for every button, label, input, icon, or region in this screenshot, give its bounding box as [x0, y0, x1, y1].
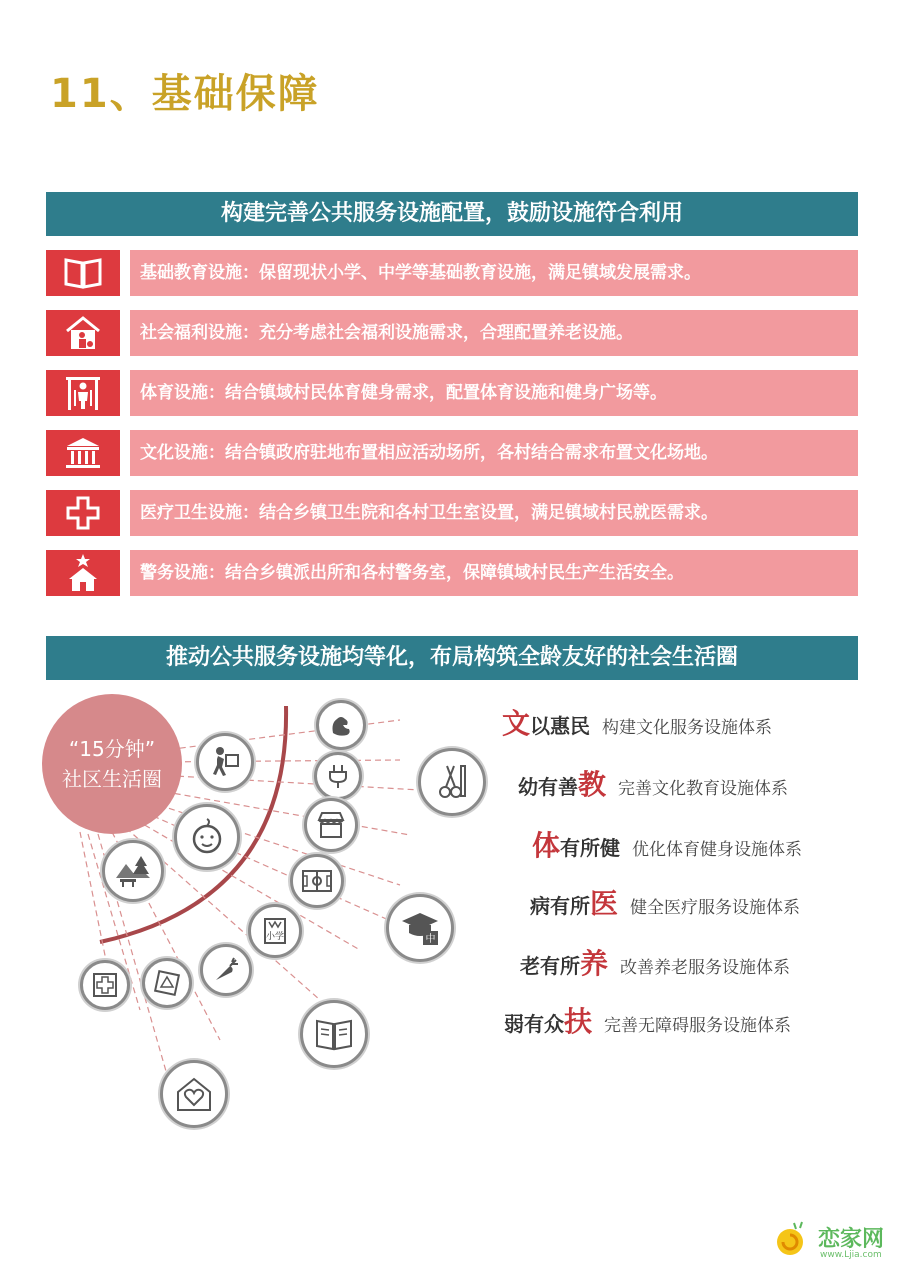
slogan-keyword: 养	[580, 947, 609, 980]
facility-text: 体育设施：结合镇域村民体育健身需求，配置体育设施和健身广场等。	[130, 370, 858, 416]
facility-text: 基础教育设施：保留现状小学、中学等基础教育设施，满足镇域发展需求。	[130, 250, 858, 296]
park-tree-icon	[102, 840, 164, 902]
football-field-icon	[290, 854, 344, 908]
circle-line1: “15分钟”	[68, 737, 156, 761]
slogan-desc: 健全医疗服务设施体系	[630, 898, 801, 918]
facility-row-medical	[46, 490, 858, 536]
circle-line2: 社区生活圈	[62, 767, 162, 791]
slogan-keyword: 扶	[564, 1005, 593, 1038]
slogan-desc: 完善无障碍服务设施体系	[604, 1016, 792, 1036]
facility-row-education	[46, 250, 858, 296]
graduation-cap-icon	[386, 894, 454, 962]
slogan-sports	[532, 824, 900, 864]
heart-home-icon	[160, 1060, 228, 1128]
slogan-disabled	[504, 1000, 884, 1040]
section2-header: 推动公共服务设施均等化，布局构筑全龄友好的社会生活圈	[46, 636, 858, 680]
sports-icon	[46, 370, 120, 416]
facility-text: 警务设施：结合乡镇派出所和各村警务室，保障镇域村民生产生活安全。	[130, 550, 858, 596]
slogan-keyword: 体	[532, 829, 561, 862]
baby-face-icon	[174, 804, 240, 870]
slogan-prefix: 弱有众	[504, 1012, 564, 1036]
fifteen-minute-circle	[42, 694, 182, 834]
slogan-desc: 完善文化教育设施体系	[618, 779, 789, 799]
slogan-desc: 优化体育健身设施体系	[632, 840, 803, 860]
barber-scissors-icon	[418, 748, 486, 816]
slogan-elderly	[520, 942, 900, 982]
slogan-prefix: 老有所	[520, 954, 580, 978]
slogan-keyword: 医	[590, 887, 619, 920]
open-book-icon	[300, 1000, 368, 1068]
fitness-arm-icon	[316, 700, 366, 750]
primary-school-icon	[248, 904, 302, 958]
elderly-home-icon	[46, 310, 120, 356]
watermark-brand: 恋家网	[818, 1227, 885, 1252]
facility-row-welfare	[46, 310, 858, 356]
slogan-suffix: 以惠民	[530, 714, 591, 738]
facility-row-sports	[46, 370, 858, 416]
facility-text: 医疗卫生设施：结合乡镇卫生院和各村卫生室设置，满足镇域村民就医需求。	[130, 490, 858, 536]
snail-logo-icon	[772, 1220, 812, 1260]
shop-awning-icon	[304, 798, 358, 852]
delivery-worker-icon	[196, 733, 254, 791]
school-primary-label: 小学	[265, 932, 285, 942]
police-station-icon	[46, 550, 120, 596]
museum-icon	[46, 430, 120, 476]
watermark	[772, 1218, 892, 1262]
slogan-prefix: 病有所	[530, 894, 590, 918]
page-title: 11、基础保障	[50, 71, 320, 117]
facility-text: 文化设施：结合镇政府驻地布置相应活动场所，各村结合需求布置文化场地。	[130, 430, 858, 476]
school-middle-label: 中	[425, 934, 436, 945]
slogan-prefix: 幼有善	[518, 775, 578, 799]
medical-cross-icon	[46, 490, 120, 536]
slogan-keyword: 教	[578, 768, 607, 801]
section1-header: 构建完善公共服务设施配置，鼓励设施符合利用	[46, 192, 858, 236]
book-icon	[46, 250, 120, 296]
slogan-medical	[530, 882, 900, 922]
slogan-keyword: 文	[502, 707, 531, 740]
slogan-desc: 构建文化服务设施体系	[602, 718, 773, 738]
facility-text: 社会福利设施：充分考虑社会福利设施需求，合理配置养老设施。	[130, 310, 858, 356]
slogan-desc: 改善养老服务设施体系	[620, 958, 791, 978]
slogan-education	[518, 763, 898, 803]
clinic-cross-icon	[80, 960, 130, 1010]
slogan-culture	[502, 702, 882, 742]
facility-row-police	[46, 550, 858, 596]
cultural-pattern-icon	[142, 958, 192, 1008]
slogan-suffix: 有所健	[560, 836, 621, 860]
watermark-url: www.Ljia.com	[820, 1250, 882, 1260]
plug-icon	[314, 752, 362, 800]
carrot-icon	[200, 944, 252, 996]
facility-row-culture	[46, 430, 858, 476]
